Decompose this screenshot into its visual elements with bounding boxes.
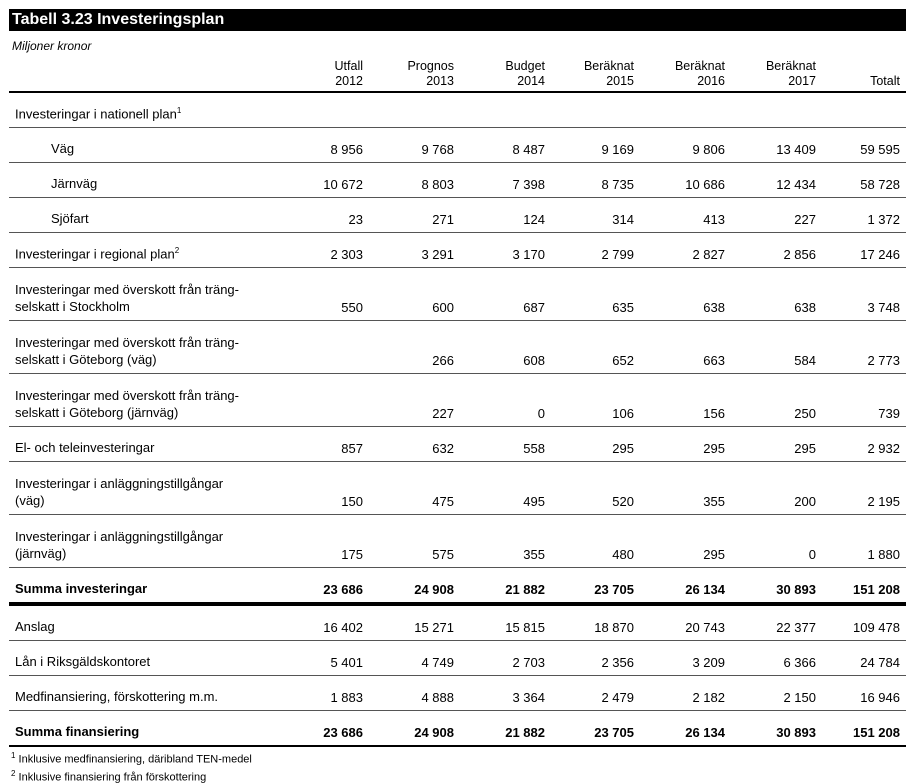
cell-value: 520 [612, 494, 634, 509]
cell-value: 495 [523, 494, 545, 509]
cell-value: 24 784 [860, 655, 900, 670]
cell-value: 8 803 [421, 177, 454, 192]
cell-value: 23 705 [594, 582, 634, 597]
cell-value: 575 [432, 547, 454, 562]
column-header [822, 55, 906, 92]
footnote-number: 1 [11, 751, 16, 760]
footnote-marker: 2 [174, 245, 180, 255]
row-label [9, 198, 271, 233]
cell-value [551, 92, 640, 128]
cell-value: 18 870 [594, 620, 634, 635]
column-header [640, 55, 731, 92]
cell-value: 295 [703, 441, 725, 456]
table-row [9, 198, 906, 233]
cell-value: 22 377 [776, 620, 816, 635]
cell-value: 23 [348, 212, 363, 227]
table-row [9, 427, 906, 462]
cell-value: 151 208 [853, 582, 900, 597]
row-label-line: (väg) [15, 493, 45, 508]
column-header-line1: Utfall [334, 59, 363, 73]
row-label [9, 568, 271, 605]
table-row [9, 268, 906, 321]
column-header-line2: 2013 [426, 74, 454, 88]
row-label-text: Investeringar i nationell plan [15, 106, 177, 121]
table-row [9, 641, 906, 676]
cell-value: 2 195 [867, 494, 900, 509]
cell-value: 638 [794, 300, 816, 315]
column-header [551, 55, 640, 92]
row-label-line: (järnväg) [15, 546, 67, 561]
footnote-text: Inklusive medfinansiering, däribland TEN-medel [18, 753, 252, 766]
cell-value: 21 882 [505, 582, 545, 597]
row-label [9, 92, 271, 128]
cell-value: 355 [703, 494, 725, 509]
row-label [9, 374, 271, 427]
cell-value: 687 [523, 300, 545, 315]
row-label [9, 604, 271, 641]
cell-value: 7 398 [512, 177, 545, 192]
cell-value: 151 208 [853, 725, 900, 740]
table-row [9, 462, 906, 515]
row-label-line: Investeringar med överskott från träng- [15, 335, 239, 350]
row-label [9, 233, 271, 268]
cell-value: 8 735 [601, 177, 634, 192]
cell-value: 2 773 [867, 353, 900, 368]
cell-value: 6 366 [783, 655, 816, 670]
cell-value: 15 271 [414, 620, 454, 635]
table-header [9, 55, 906, 92]
footnote-text: Inklusive finansiering från förskottering [18, 771, 207, 784]
cell-value: 5 401 [330, 655, 363, 670]
column-header-line2: 2014 [517, 74, 545, 88]
column-header-line1: Totalt [870, 74, 900, 88]
row-label-text: Medfinansiering, förskottering m.m. [15, 689, 219, 704]
cell-value: 475 [432, 494, 454, 509]
row-label-line: Investeringar med överskott från träng- [15, 388, 239, 403]
cell-value: 1 372 [867, 212, 900, 227]
cell-value: 638 [703, 300, 725, 315]
cell-value: 739 [878, 406, 900, 421]
footnote [11, 767, 906, 784]
cell-value: 2 799 [601, 247, 634, 262]
row-label-line: Investeringar med överskott från träng- [15, 282, 239, 297]
cell-value [369, 92, 460, 128]
cell-value: 3 170 [512, 247, 545, 262]
cell-value: 200 [794, 494, 816, 509]
cell-value: 3 291 [421, 247, 454, 262]
cell-value: 584 [794, 353, 816, 368]
cell-value: 124 [523, 212, 545, 227]
header-row [9, 55, 906, 92]
cell-value: 0 [537, 406, 545, 421]
cell-value [640, 92, 731, 128]
cell-value: 250 [794, 406, 816, 421]
row-label-text: Summa finansiering [15, 724, 140, 739]
cell-value: 2 932 [867, 441, 900, 456]
cell-value: 3 209 [692, 655, 725, 670]
cell-value [731, 92, 822, 128]
row-label-text: Investeringar i regional plan [15, 246, 175, 261]
row-label [9, 676, 271, 711]
cell-value: 10 672 [323, 177, 363, 192]
cell-value: 23 686 [323, 725, 363, 740]
cell-value: 20 743 [685, 620, 725, 635]
table-title: Tabell 3.23 Investeringsplan [9, 9, 906, 31]
cell-value: 2 827 [692, 247, 725, 262]
row-label-text: Väg [51, 141, 75, 156]
cell-value: 295 [703, 547, 725, 562]
cell-value: 600 [432, 300, 454, 315]
cell-value: 10 686 [685, 177, 725, 192]
column-header-line2: 2016 [697, 74, 725, 88]
cell-value: 2 182 [692, 690, 725, 705]
cell-value: 550 [341, 300, 363, 315]
cell-value: 295 [794, 441, 816, 456]
column-header-line2: 2017 [788, 74, 816, 88]
cell-value: 227 [432, 406, 454, 421]
row-label [9, 641, 271, 676]
cell-value: 663 [703, 353, 725, 368]
cell-value: 12 434 [776, 177, 816, 192]
column-header-line1: Beräknat [765, 59, 816, 73]
cell-value [460, 92, 551, 128]
cell-value: 23 686 [323, 582, 363, 597]
table-row [9, 321, 906, 374]
cell-value: 15 815 [505, 620, 545, 635]
cell-value: 9 768 [421, 142, 454, 157]
cell-value: 632 [432, 441, 454, 456]
cell-value: 24 908 [414, 582, 454, 597]
cell-value: 295 [612, 441, 634, 456]
document-page [9, 9, 906, 784]
cell-value: 266 [432, 353, 454, 368]
cell-value: 156 [703, 406, 725, 421]
column-header [271, 55, 369, 92]
cell-value: 2 303 [330, 247, 363, 262]
cell-value: 857 [341, 441, 363, 456]
column-header [731, 55, 822, 92]
cell-value: 3 364 [512, 690, 545, 705]
row-label [9, 321, 271, 374]
row-label-line: selskatt i Stockholm [15, 299, 130, 314]
row-label [9, 163, 271, 198]
row-label-text: Summa investeringar [15, 581, 148, 596]
table-subtitle: Miljoner kronor [12, 39, 92, 53]
cell-value: 1 883 [330, 690, 363, 705]
cell-value: 13 409 [776, 142, 816, 157]
table-row [9, 233, 906, 268]
cell-value: 480 [612, 547, 634, 562]
cell-value: 2 150 [783, 690, 816, 705]
cell-value: 4 888 [421, 690, 454, 705]
cell-value: 109 478 [853, 620, 900, 635]
table-row [9, 676, 906, 711]
investment-table [9, 55, 906, 747]
cell-value: 2 356 [601, 655, 634, 670]
row-label-line: selskatt i Göteborg (järnväg) [15, 405, 179, 420]
cell-value: 227 [794, 212, 816, 227]
cell-value: 8 487 [512, 142, 545, 157]
cell-value [822, 92, 906, 128]
row-label [9, 128, 271, 163]
row-label [9, 268, 271, 321]
column-header-label [9, 55, 271, 92]
cell-value: 9 806 [692, 142, 725, 157]
cell-value: 652 [612, 353, 634, 368]
row-label-text: Anslag [15, 619, 55, 634]
cell-value: 8 956 [330, 142, 363, 157]
row-label [9, 462, 271, 515]
cell-value: 58 728 [860, 177, 900, 192]
column-header [460, 55, 551, 92]
cell-value [271, 321, 369, 374]
cell-value: 0 [808, 547, 816, 562]
table-row [9, 604, 906, 641]
row-label-line: Investeringar i anläggningstillgångar [15, 529, 224, 544]
row-label-text: Sjöfart [51, 211, 89, 226]
column-header-line1: Beräknat [583, 59, 634, 73]
cell-value: 21 882 [505, 725, 545, 740]
row-label [9, 427, 271, 462]
cell-value [271, 374, 369, 427]
cell-value: 26 134 [685, 725, 725, 740]
cell-value: 30 893 [776, 725, 816, 740]
cell-value: 355 [523, 547, 545, 562]
column-header-line1: Budget [505, 59, 545, 73]
row-label-line: selskatt i Göteborg (väg) [15, 352, 157, 367]
table-body [9, 92, 906, 746]
cell-value: 26 134 [685, 582, 725, 597]
cell-value: 24 908 [414, 725, 454, 740]
cell-value: 30 893 [776, 582, 816, 597]
cell-value: 2 703 [512, 655, 545, 670]
column-header-line1: Beräknat [674, 59, 725, 73]
cell-value: 4 749 [421, 655, 454, 670]
cell-value: 175 [341, 547, 363, 562]
column-header-line2: 2015 [606, 74, 634, 88]
cell-value: 3 748 [867, 300, 900, 315]
cell-value: 17 246 [860, 247, 900, 262]
cell-value: 314 [612, 212, 634, 227]
cell-value: 150 [341, 494, 363, 509]
row-label-line: Investeringar i anläggningstillgångar [15, 476, 224, 491]
cell-value: 106 [612, 406, 634, 421]
footnotes [9, 749, 906, 784]
cell-value: 558 [523, 441, 545, 456]
cell-value: 59 595 [860, 142, 900, 157]
table-row [9, 374, 906, 427]
row-label-text: El- och teleinvesteringar [15, 440, 155, 455]
row-label-text: Lån i Riksgäldskontoret [15, 654, 151, 669]
cell-value: 16 946 [860, 690, 900, 705]
cell-value: 16 402 [323, 620, 363, 635]
cell-value: 2 856 [783, 247, 816, 262]
table-row [9, 163, 906, 198]
cell-value: 413 [703, 212, 725, 227]
cell-value: 23 705 [594, 725, 634, 740]
table-row [9, 92, 906, 128]
cell-value: 608 [523, 353, 545, 368]
cell-value [271, 92, 369, 128]
cell-value: 635 [612, 300, 634, 315]
table-row [9, 515, 906, 568]
footnote-marker: 1 [176, 105, 182, 115]
cell-value: 271 [432, 212, 454, 227]
cell-value: 9 169 [601, 142, 634, 157]
column-header-line1: Prognos [407, 59, 454, 73]
table-row [9, 128, 906, 163]
row-label-text: Järnväg [51, 176, 98, 191]
footnote [11, 749, 906, 767]
column-header-line2: 2012 [335, 74, 363, 88]
total-row [9, 568, 906, 605]
row-label [9, 515, 271, 568]
cell-value: 1 880 [867, 547, 900, 562]
footnote-number: 2 [11, 768, 16, 778]
cell-value: 2 479 [601, 690, 634, 705]
column-header [369, 55, 460, 92]
